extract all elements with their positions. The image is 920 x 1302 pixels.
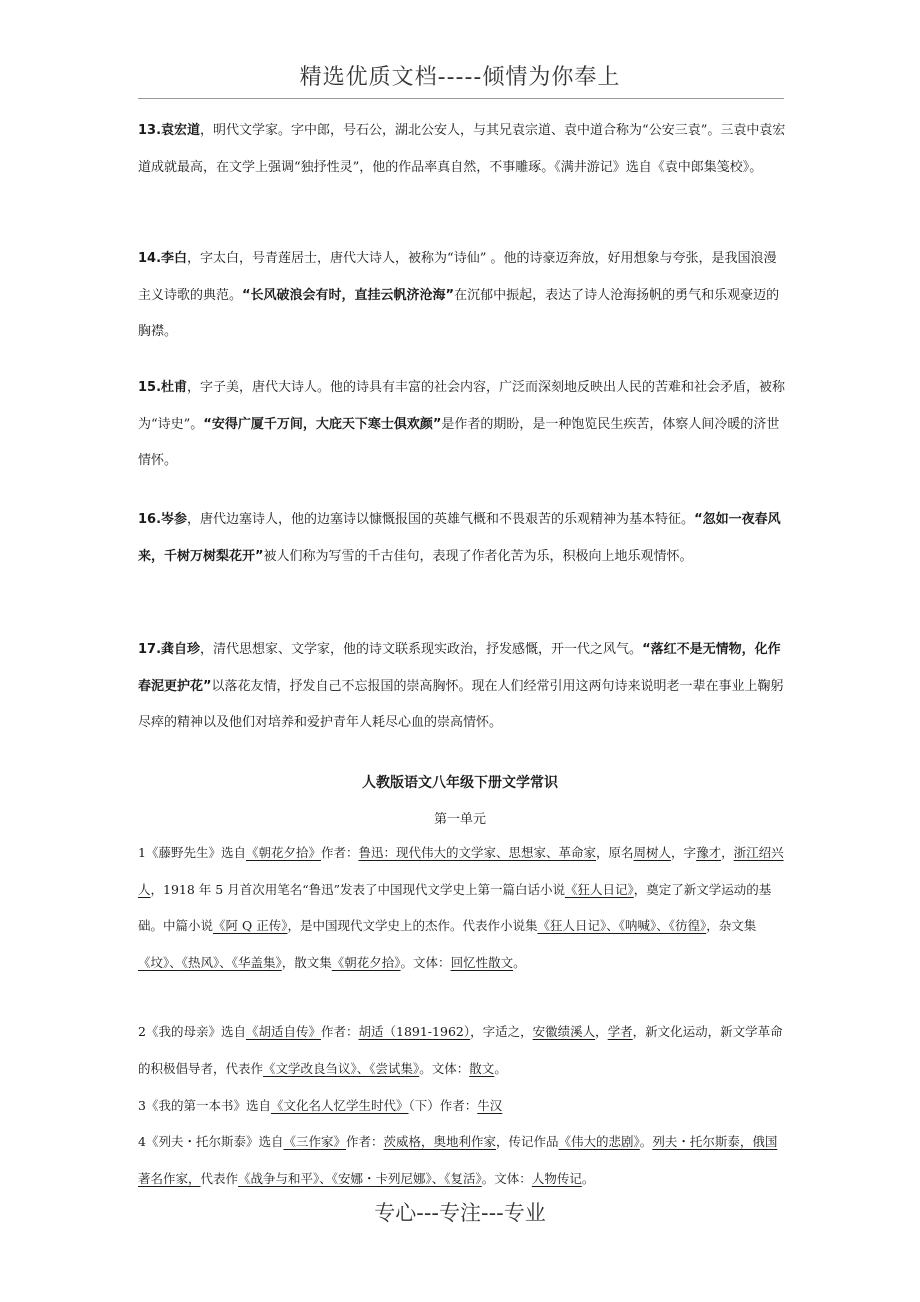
item-underlined: 《狂人日记》 — [564, 881, 634, 897]
entry-text: 被人们称为写雪的千古佳句，表现了作者化苦为乐，积极向上地乐观情怀。 — [263, 548, 693, 564]
item-underlined: 《朝花夕拾》 — [331, 954, 401, 970]
entry-quote: “安得广厦千万间，大庇天下寒士俱欢颜” — [203, 416, 442, 432]
entry-name: 岑参 — [161, 512, 188, 527]
item-underlined: 胡适（1891-1962） — [358, 1024, 471, 1039]
item-text: ，1918 年 5 月首次用笔名“鲁迅”发表了中国现代文学史上第一篇白话小说 — [150, 881, 565, 897]
item-di-yi-ben-shu — [138, 1088, 788, 1125]
page-header: 精选优质文档-----倾情为你奉上 — [299, 65, 621, 90]
item-text: 。文体： — [419, 1060, 470, 1076]
item-underlined: 《三作家》 — [283, 1134, 346, 1149]
entry-li-bai — [138, 241, 788, 351]
item-underlined: 《胡适自传》 — [245, 1024, 321, 1039]
unit-heading: 第一单元 — [433, 812, 486, 827]
entry-quote: “落红不是无情物，化作春泥更护花” — [138, 642, 781, 694]
item-underlined: 鲁迅：现代伟大的文学家、思想家、革命家 — [358, 845, 597, 860]
item-text: ，是中国现代文学史上的杰作。代表作小说集 — [287, 918, 538, 933]
item-wo-de-muqin — [138, 1014, 788, 1087]
entry-text: ，明代文学家。字中郎，号石公，湖北公安人，与其兄袁宗道、袁中道合称为“公安三袁”。三袁中袁宏道成就最高，在文学上强调“独抒性灵”，他的作品率真自然，不事雕琢。《满井游记》选自《袁中郎集笺校》。 — [138, 123, 786, 175]
entry-number: 16. — [138, 512, 162, 527]
entry-gong-zizhen — [138, 632, 788, 742]
item-underlined: 《朝花夕拾》 — [245, 845, 321, 860]
item-underlined: 散文 — [469, 1060, 495, 1076]
item-text: 。 — [639, 1134, 653, 1149]
item-underlined: 周树人 — [633, 845, 672, 860]
item-underlined: 《坟》、《热风》、《华盖集》 — [138, 954, 282, 970]
entry-text: ，清代思想家、文学家，他的诗文联系现实政治，抒发感慨，开一代之风气。 — [200, 642, 643, 657]
item-text: 作者： — [320, 845, 359, 860]
item-text: ，传记作品 — [496, 1134, 559, 1149]
entry-yuan-hongdao — [138, 113, 788, 186]
item-underlined: 《狂人日记》、《呐喊》、《彷徨》 — [537, 918, 707, 933]
item-tengye-xiansheng — [138, 835, 788, 981]
item-text: 。 — [513, 954, 526, 970]
item-text: ，原名 — [596, 845, 634, 860]
item-text: 3《我的第一本书》选自 — [138, 1098, 271, 1113]
entry-name: 龚自珍 — [161, 642, 201, 657]
item-text: ， — [595, 1024, 608, 1039]
item-text: 1《藤野先生》选自 — [138, 845, 246, 860]
item-text: 。文体： — [481, 1170, 532, 1186]
item-text: 作者： — [345, 1134, 384, 1149]
item-text: 作者： — [320, 1024, 359, 1039]
entry-text: ，字太白，号青莲居士，唐代大诗人，被称为“诗仙” 。他的诗豪迈奔放，好用想象与夸张，是我国浪漫主义诗歌的典范。 — [138, 251, 777, 303]
item-underlined: 人物传记 — [531, 1170, 582, 1186]
item-underlined: 学者 — [607, 1024, 633, 1039]
item-text: 。 — [494, 1060, 507, 1076]
entry-name: 袁宏道 — [161, 123, 201, 138]
entry-du-fu — [138, 370, 788, 480]
entry-name: 杜甫 — [161, 380, 188, 395]
item-underlined: 浙江绍兴人 — [138, 845, 784, 897]
item-text: ，新文化运动，新文学革命的积极倡导者，代表作 — [138, 1024, 783, 1076]
item-underlined: 茨威格，奥地利作家 — [383, 1134, 497, 1149]
item-text: ，散文集 — [281, 954, 332, 970]
entry-cen-shen — [138, 502, 788, 575]
item-underlined: 列夫・托尔斯泰，俄国著名作家， — [138, 1134, 778, 1186]
section-title: 人教版语文八年级下册文学常识 — [362, 775, 558, 791]
item-text: 代表作 — [200, 1170, 239, 1186]
header-rule — [138, 98, 784, 99]
item-text: ，奠定了新文学运动的基础。中篇小说 — [138, 881, 772, 933]
item-underlined: 《阿 Q 正传》 — [213, 918, 288, 933]
entry-text: 以落花友情，抒发自己不忘报国的崇高胸怀。现在人们经常引用这两句诗来说明老一辈在事业上鞠躬尽瘁的精神以及他们对培养和爱护青年人耗尽心血的崇高情怀。 — [138, 678, 784, 730]
entry-quote: “忽如一夜春风来，千树万树梨花开” — [138, 512, 781, 564]
entry-text: 是作者的期盼，是一种饱览民生疾苦，体察人间冷暖的济世情怀。 — [138, 416, 780, 468]
item-underlined: 回忆性散文 — [450, 954, 514, 970]
entry-text: 在沉郁中振起，表达了诗人沧海扬帆的勇气和乐观豪迈的胸襟。 — [138, 287, 780, 339]
item-text: ，字 — [671, 845, 697, 860]
item-text: ， — [721, 845, 734, 860]
entry-number: 13. — [138, 123, 162, 138]
entry-number: 17. — [138, 642, 162, 657]
item-text: ，字适之， — [470, 1024, 533, 1039]
item-underlined: 牛汉 — [477, 1098, 503, 1113]
item-underlined: 《文学改良刍议》、《尝试集》 — [263, 1060, 420, 1076]
item-text: 4《列夫・托尔斯泰》选自 — [138, 1134, 284, 1149]
item-underlined: 《伟大的悲剧》 — [558, 1134, 640, 1149]
item-underlined: 豫才 — [696, 845, 722, 860]
entry-text: ，唐代边塞诗人，他的边塞诗以慷慨报国的英雄气概和不畏艰苦的乐观精神为基本特征。 — [187, 512, 695, 527]
item-underlined: 《战争与和平》、《安娜・卡列尼娜》、《复活》 — [238, 1170, 482, 1186]
page-footer: 专心---专注---专业 — [374, 1201, 546, 1225]
item-underlined: 《文化名人忆学生时代》 — [270, 1098, 409, 1113]
item-text: 2《我的母亲》选自 — [138, 1024, 246, 1039]
item-text: （下）作者： — [408, 1098, 478, 1113]
entry-number: 15. — [138, 380, 162, 395]
item-text: 。 — [581, 1170, 595, 1186]
item-text: ，杂文集 — [706, 918, 757, 933]
entry-quote: “长风破浪会有时，直挂云帆济沧海” — [242, 287, 455, 303]
item-underlined: 安徽绩溪人 — [532, 1024, 596, 1039]
item-lie-fu-tuoersitai — [138, 1124, 788, 1197]
entry-name: 李白 — [161, 251, 188, 266]
entry-text: ，字子美，唐代大诗人。他的诗具有丰富的社会内容，广泛而深刻地反映出人民的苦难和社会矛盾，被称为“诗史”。 — [138, 380, 786, 432]
entry-number: 14. — [138, 251, 162, 266]
item-text: 。文体： — [400, 954, 451, 970]
